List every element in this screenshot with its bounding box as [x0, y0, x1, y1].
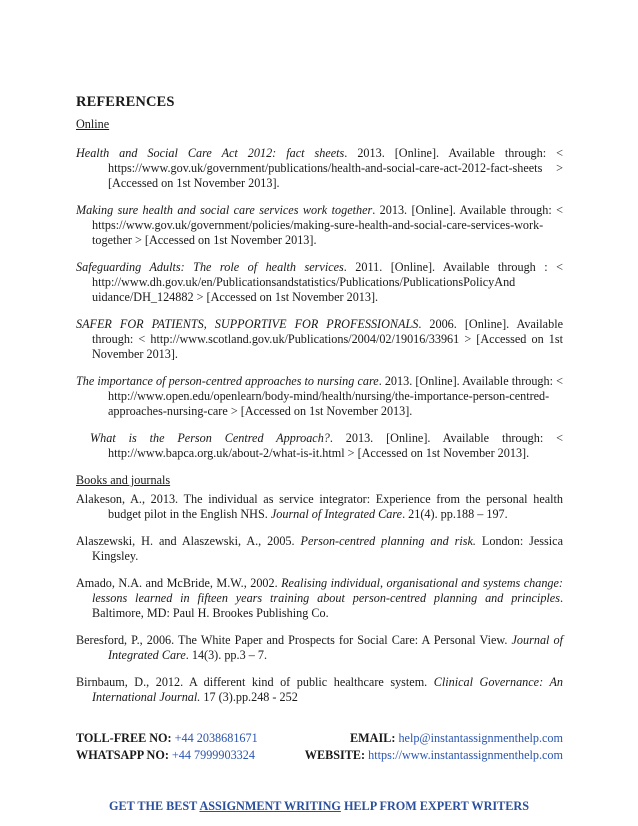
reference-details: . 2013. [Online]. Available through: < https://www.gov.uk/government/publications/health-and-social-care-act-2012-fact-sheets > [Accessed on 1st November 2013]. — [108, 146, 563, 190]
reference-details: . Baltimore, MD: Paul H. Brookes Publishing Co. — [92, 591, 563, 620]
reference-details: . 14(3). pp.3 – 7. — [185, 648, 267, 662]
reference-details: London: Jessica Kingsley. — [92, 534, 563, 563]
website-link[interactable]: https://www.instantassignmenthelp.com — [368, 748, 563, 762]
reference-entry — [76, 317, 563, 362]
email-link[interactable]: help@instantassignmenthelp.com — [398, 731, 563, 745]
reference-entry — [76, 203, 563, 248]
reference-title: What is the Person Centred Approach? — [90, 431, 330, 445]
references-content — [76, 94, 563, 717]
reference-authors: Alakeson, A., 2013. The individual as service integrator: Experience from the personal health budget pilot in the English NHS. — [76, 492, 563, 521]
cta-assignment-writing-link[interactable]: ASSIGNMENT WRITING — [199, 799, 341, 813]
reference-details: . 21(4). pp.188 – 197. — [402, 507, 508, 521]
reference-authors: Amado, N.A. and McBride, M.W., 2002. — [76, 576, 282, 590]
reference-entry — [76, 374, 563, 419]
reference-details: . 2013. [Online]. Available through: < http://www.bapca.org.uk/about-2/what-is-it.html > [Accessed on 1st November 2013]. — [108, 431, 563, 460]
reference-entry — [76, 675, 563, 705]
whatsapp-label: WHATSAPP NO: — [76, 748, 169, 762]
reference-authors: Beresford, P., 2006. The White Paper and Prospects for Social Care: A Personal View. — [76, 633, 512, 647]
reference-title: Journal of Integrated Care — [108, 633, 563, 662]
cta-prefix: GET THE BEST — [109, 799, 200, 813]
reference-authors: Birnbaum, D., 2012. A different kind of public healthcare system. — [76, 675, 434, 689]
section-heading-books: Books and journals — [76, 473, 171, 487]
reference-entry — [76, 492, 563, 522]
whatsapp-contact — [76, 748, 255, 763]
website-contact — [305, 748, 563, 763]
reference-entry — [76, 633, 563, 663]
reference-title: SAFER FOR PATIENTS, SUPPORTIVE FOR PROFESSIONALS — [76, 317, 419, 331]
reference-details: 17 (3).pp.248 - 252 — [200, 690, 298, 704]
footer-row-tollfree — [76, 731, 563, 747]
reference-title: Realising individual, organisational and systems change: lessons learned in fifteen years training about person-centred planning and principles — [92, 576, 563, 605]
reference-title: Health and Social Care Act 2012: fact sheets — [76, 146, 345, 160]
tollfree-label: TOLL-FREE NO: — [76, 731, 172, 745]
tollfree-number-link[interactable]: +44 2038681671 — [174, 731, 258, 745]
reference-entry — [76, 146, 563, 191]
reference-details: . 2013. [Online]. Available through: < https://www.gov.uk/government/policies/making-sure-health-and-social-care-services-work-together > [Accessed on 1st November 2013]. — [92, 203, 563, 247]
reference-title: Clinical Governance: An International Journal. — [92, 675, 563, 704]
reference-authors: Alaszewski, H. and Alaszewski, A., 2005. — [76, 534, 301, 548]
email-contact — [350, 731, 563, 746]
whatsapp-number-link[interactable]: +44 7999903324 — [171, 748, 255, 762]
reference-title: Person-centred planning and risk. — [300, 534, 476, 548]
reference-details: . 2006. [Online]. Available through: < http://www.scotland.gov.uk/Publications/2004/02/19016/33961 > [Accessed on 1st November 2013]. — [92, 317, 563, 361]
reference-entry — [76, 431, 563, 461]
reference-title: Making sure health and social care services work together — [76, 203, 373, 217]
footer-row-whatsapp — [76, 748, 563, 764]
tollfree-contact — [76, 731, 258, 746]
page-title: REFERENCES — [76, 94, 175, 110]
reference-entry — [76, 260, 563, 305]
reference-details: . 2011. [Online]. Available through : < http://www.dh.gov.uk/en/Publicationsandstatistics/Publications/PublicationsPolicyAnd uidance/DH_124882 > [Accessed on 1st November 2013]. — [92, 260, 563, 304]
email-label: EMAIL: — [350, 731, 396, 745]
reference-entry — [76, 534, 563, 564]
cta-banner — [0, 799, 638, 814]
reference-details: . 2013. [Online]. Available through: < http://www.open.edu/openlearn/body-mind/health/nursing/the-importance-person-centred-approaches-nursing-care > [Accessed on 1st November 2013]. — [108, 374, 563, 418]
cta-suffix: HELP FROM EXPERT WRITERS — [340, 799, 529, 813]
website-label: WEBSITE: — [304, 748, 366, 762]
reference-title: The importance of person-centred approaches to nursing care — [76, 374, 379, 388]
reference-title: Journal of Integrated Care — [270, 507, 403, 521]
section-heading-online: Online — [76, 117, 110, 131]
reference-title: Safeguarding Adults: The role of health services — [76, 260, 344, 274]
reference-entry — [76, 576, 563, 621]
